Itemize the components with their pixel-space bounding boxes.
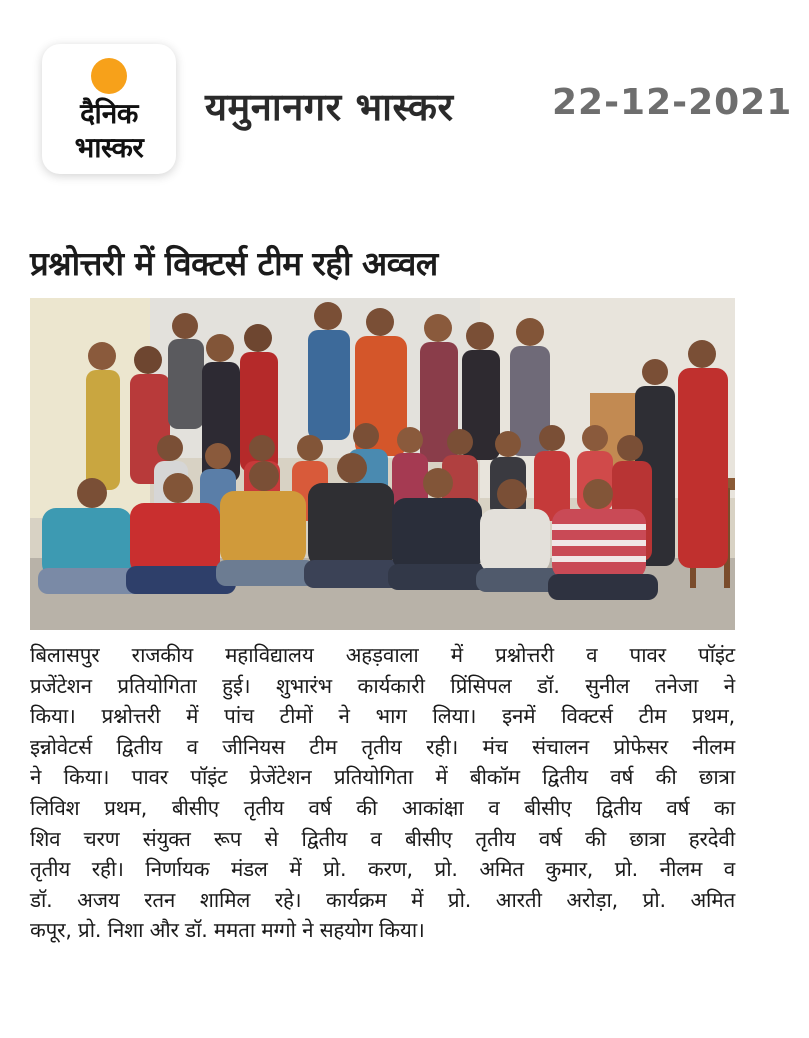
body-line: प्रजेंटेशन प्रतियोगिता हुई। शुभारंभ कार्यकारी प्रिंसिपल डॉ. सुनील तनेजा ने bbox=[30, 673, 735, 698]
dainik-bhaskar-logo bbox=[42, 44, 176, 174]
body-line: इन्नोवेटर्स द्वितीय व जीनियस टीम तृतीय रही। मंच संचालन प्रोफेसर नीलम bbox=[30, 734, 735, 759]
body-line: बिलासपुर राजकीय महाविद्यालय अहड़वाला में प्रश्नोत्तरी व पावर पॉइंट bbox=[30, 643, 735, 667]
body-line: डॉ. अजय रतन शामिल रहे। कार्यक्रम में प्रो. आरती अरोड़ा, प्रो. अमित bbox=[30, 887, 735, 912]
body-line: लिविश प्रथम, बीसीए तृतीय वर्ष की आकांक्षा व बीसीए द्वितीय वर्ष का bbox=[30, 795, 735, 820]
logo-line1: दैनिक bbox=[80, 97, 138, 130]
body-line: शिव चरण संयुक्त रूप से द्वितीय व बीसीए तृतीय वर्ष की छात्रा हरदेवी bbox=[30, 826, 735, 851]
body-line: तृतीय रही। निर्णायक मंडल में प्रो. करण, प्रो. अमित कुमार, प्रो. नीलम व bbox=[30, 857, 735, 882]
publication-date: 22-12-2021 bbox=[552, 82, 793, 123]
group-photo bbox=[30, 298, 735, 630]
article-body bbox=[30, 640, 735, 946]
body-line: ने किया। पावर पॉइंट प्रेजेंटेशन प्रतियोगिता में बीकॉम द्वितीय वर्ष की छात्रा bbox=[30, 765, 735, 790]
logo-line2: भास्कर bbox=[74, 131, 144, 164]
newspaper-header bbox=[0, 0, 809, 200]
sun-icon bbox=[91, 58, 127, 94]
edition-name: यमुनानगर भास्कर bbox=[205, 85, 454, 129]
body-line: किया। प्रश्नोत्तरी में पांच टीमों ने भाग लिया। इनमें विक्टर्स टीम प्रथम, bbox=[30, 704, 735, 729]
body-line: कपूर, प्रो. निशा और डॉ. ममता मग्गो ने सहयोग किया। bbox=[30, 918, 425, 943]
article-headline: प्रश्नोत्तरी में विक्टर्स टीम रही अव्वल bbox=[30, 244, 438, 283]
